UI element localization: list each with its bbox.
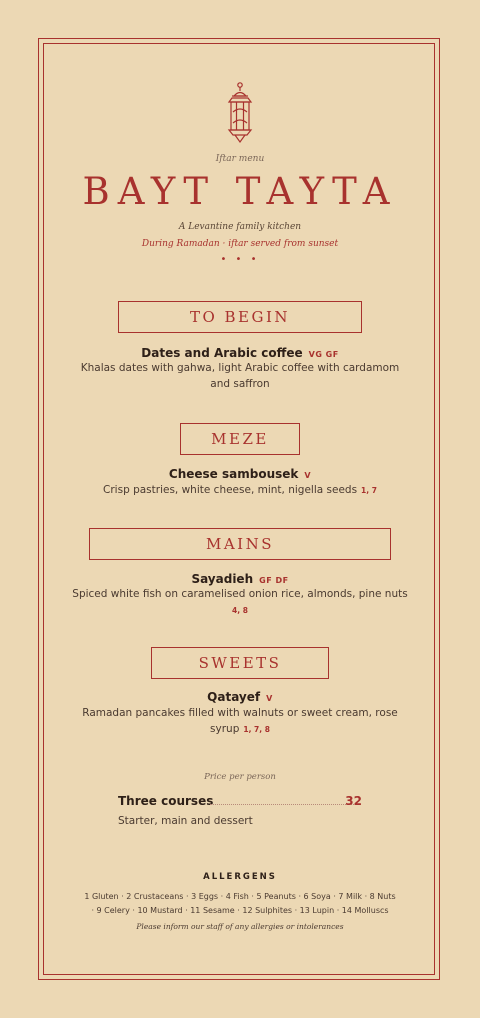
dish-title-row [0,342,480,361]
tagline: A Levantine family kitchen [178,222,302,232]
dish-description [0,482,480,499]
lantern-icon [224,82,256,146]
allergen-codes: 1, 7 [361,486,377,495]
ornament-dots: • • • [220,254,260,265]
dish-name: Dates and Arabic coffee [141,346,303,360]
allergens-note: Please inform our staff of any allergies or intolerances [136,922,344,931]
dish-name: Cheese sambousek [168,467,299,481]
dietary-tags: GF DF [259,576,289,585]
dish-description-text: Spiced white fish on caramelised onion rice, almonds, pine nuts [72,588,408,600]
dish-description-text: Crisp pastries, white cheese, mint, nigella seeds [103,484,358,496]
course-name: Three courses [118,794,214,808]
allergens-line-2: · 9 Celery · 10 Mustard · 11 Sesame · 12 Sulphites · 13 Lupin · 14 Molluscs [91,906,389,915]
dish-description [70,586,410,619]
dish-description-text: Khalas dates with gahwa, light Arabic coffee with cardamom and saffron [80,362,400,390]
section-heading-to-begin: TO BEGIN [118,301,362,333]
section-heading-sweets: SWEETS [151,647,329,679]
allergen-codes: 4, 8 [232,606,248,615]
dietary-tags: V [266,694,273,703]
dish-title-row [0,686,480,705]
dish-description-text: Ramadan pancakes filled with walnuts or sweet cream, rose syrup [82,707,398,735]
course-price: 32 [345,794,362,808]
dietary-tags: V [304,471,312,480]
allergens-heading: ALLERGENS [203,872,277,882]
restaurant-name: BAYT TAYTA [82,170,398,213]
dietary-tags: VG GF [308,350,339,359]
dish-title-row [0,463,480,482]
course-description: Starter, main and dessert [118,815,253,827]
section-heading-mains: MAINS [89,528,391,560]
dish-name: Sayadieh [191,572,254,586]
dish-name: Qatayef [207,690,261,704]
dotted-leader [210,804,360,805]
menu-subtitle: Iftar menu [215,154,265,164]
dish-description [80,360,400,392]
dish-title-row [0,568,480,587]
allergens-line-1: 1 Gluten · 2 Crustaceans · 3 Eggs · 4 Fish · 5 Peanuts · 6 Soya · 7 Milk · 8 Nuts [84,892,396,901]
course-price-row [118,794,362,810]
price-note: Price per person [204,772,276,782]
allergens-list [0,890,480,918]
dish-description [80,705,400,738]
allergen-codes: 1, 7, 8 [243,725,270,734]
section-heading-meze: MEZE [180,423,300,455]
ramadan-note: During Ramadan · iftar served from sunset [141,239,339,249]
